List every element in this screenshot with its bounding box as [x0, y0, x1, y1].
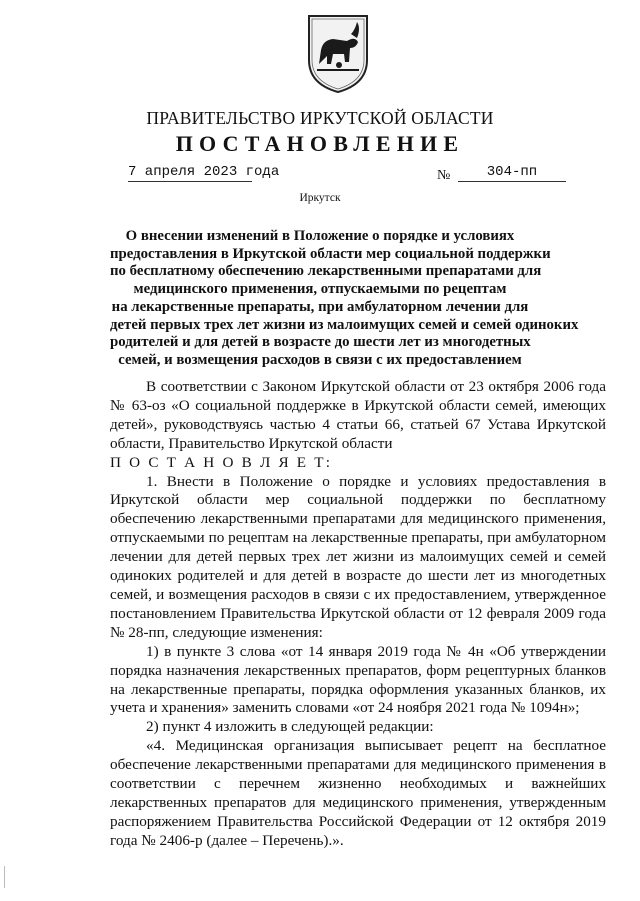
title-line: детей первых трех лет жизни из малоимущих семей и семей одиноких [110, 316, 579, 333]
title-line: родителей и для детей в возрасте до шести лет из многодетных [110, 334, 531, 351]
document-date: 7 апреля 2023 года [128, 164, 280, 180]
title-line: предоставления в Иркутской области мер социальной поддержки [110, 245, 551, 262]
title-line: на лекарственные препараты, при амбулаторном лечении для [111, 298, 529, 315]
title-line: О внесении изменений в Положение о порядке и условиях [125, 228, 515, 244]
document-number: 304-пп [458, 164, 566, 182]
document-title [110, 228, 579, 370]
coat-of-arms-emblem [303, 12, 373, 94]
scan-edge-mark [4, 866, 5, 888]
preamble-paragraph: В соответствии с Законом Иркутской области от 23 октября 2006 года № 63-оз «О социальной поддержке в Иркутской области семей, имеющих детей», руководствуясь частью 4 статьи 66, статьей 67 Устава Иркутской области, Правительство Иркутской области [110, 378, 606, 452]
document-body [110, 378, 606, 851]
title-line: медицинского применения, отпускаемыми по рецептам [133, 281, 507, 298]
resolves-heading: П О С Т А Н О В Л Я Е Т: [110, 453, 333, 471]
government-name: ПРАВИТЕЛЬСТВО ИРКУТСКОЙ ОБЛАСТИ [146, 108, 494, 128]
title-line: семей, и возмещения расходов в связи с их предоставлением [118, 351, 522, 368]
title-line: по бесплатному обеспечению лекарственными препаратами для [110, 263, 542, 280]
body-paragraph: 1. Внести в Положение о порядке и условиях предоставления в Иркутской области мер социальной поддержки по бесплатному обеспечению лекарственными препаратами для медицинского применения, отпускаемыми по рецептам на лекарственные препараты, при амбулаторном лечении для детей первых трех лет жизни из малоимущих семей и семей одиноких родителей и для детей в возрасте до шести лет из многодетных семей, и возмещения расходов в связи с их предоставлением, утвержденное постановлением Правительства Иркутской области от 12 февраля 2009 года № 28-пп, следующие изменения: [110, 472, 606, 641]
document-type: ПОСТАНОВЛЕНИЕ [175, 131, 465, 156]
body-paragraph: 1) в пункте 3 слова «от 14 января 2019 года № 4н «Об утверждении порядка назначения лекарственных препаратов, форм рецептурных бланков на лекарственные препараты, порядка оформления указанных бланков, их учета и хранения» заменить словами «от 24 ноября 2021 года № 1094н»; [110, 642, 606, 717]
number-label: № [437, 168, 451, 183]
city: Иркутск [299, 192, 341, 204]
body-paragraph: «4. Медицинская организация выписывает рецепт на бесплатное обеспечение лекарственными препаратами для медицинского применения в соответствии с перечнем жизненно необходимых и важнейших лекарственных препаратов для медицинского применения, утвержденным распоряжением Правительства Российской Федерации от 12 октября 2019 года № 2406-р (далее – Перечень).». [110, 737, 606, 849]
body-paragraph: 2) пункт 4 изложить в следующей редакции: [146, 718, 434, 736]
